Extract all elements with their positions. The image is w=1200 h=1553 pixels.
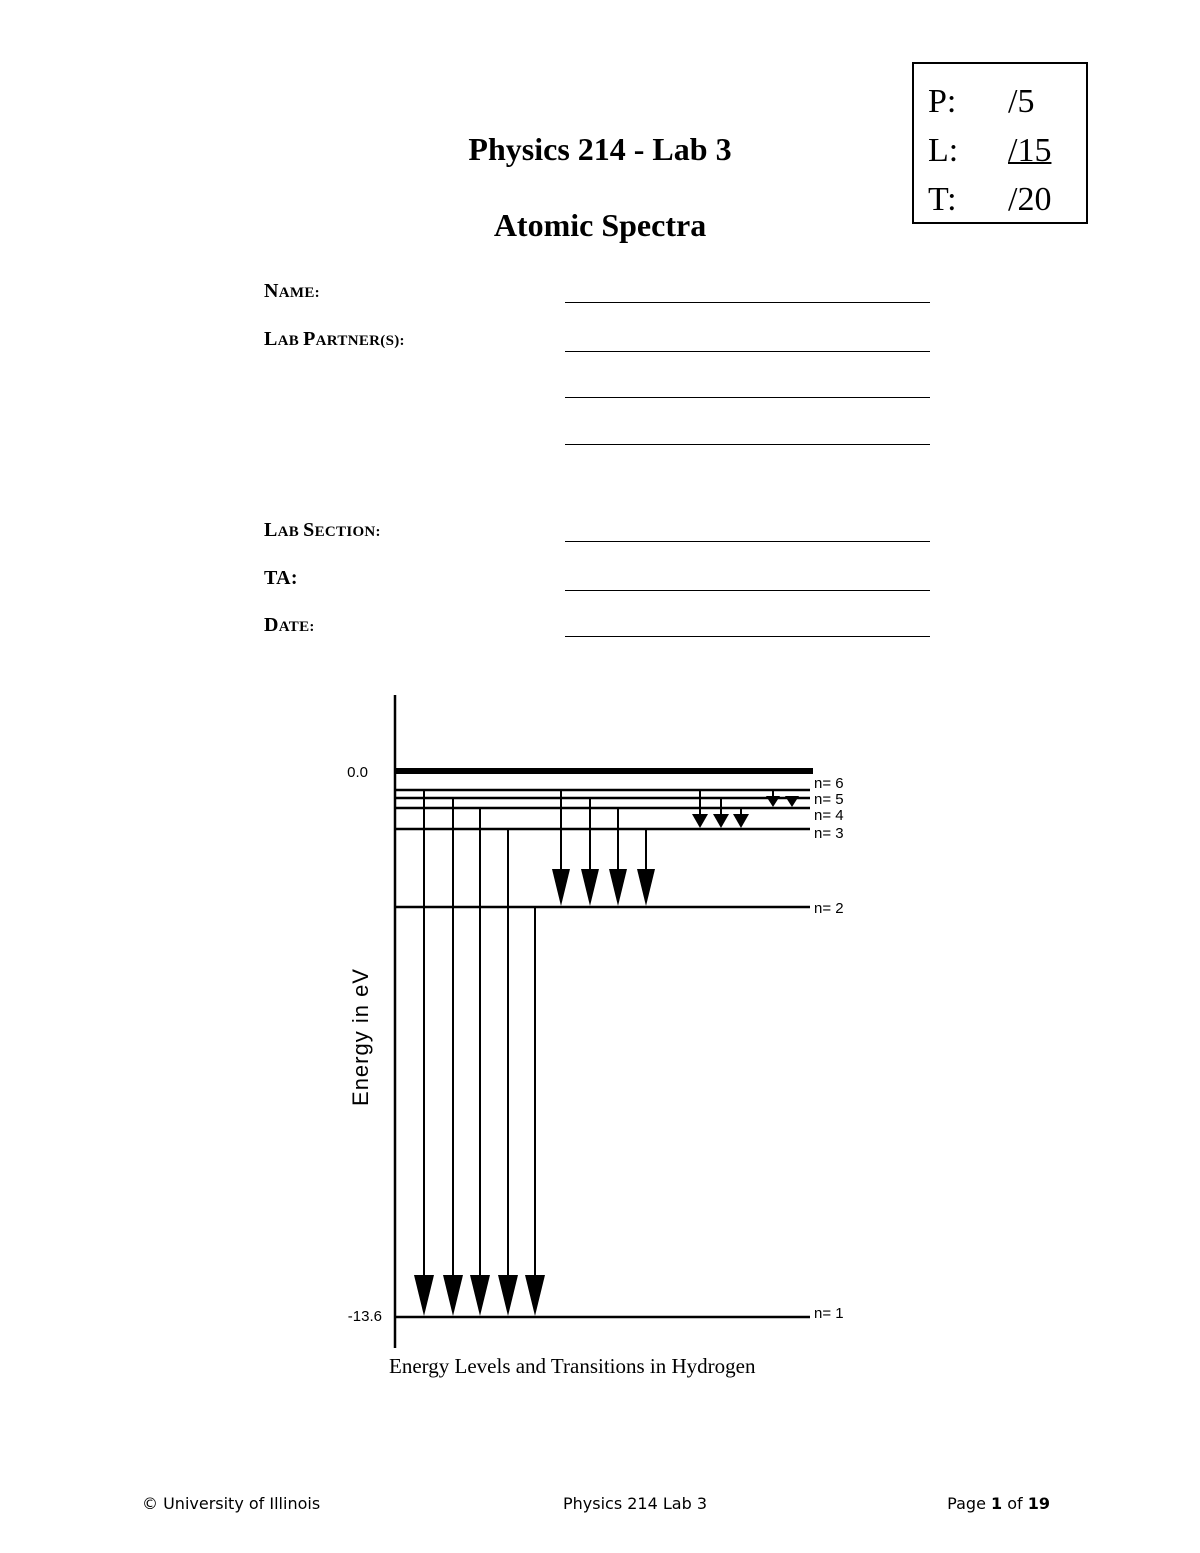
lab-partner-field-1[interactable] [565, 351, 930, 352]
level-label-n1: n= 1 [814, 1305, 844, 1322]
date-field[interactable] [565, 636, 930, 637]
level-label-n5: n= 5 [814, 791, 844, 808]
page-subtitle: Atomic Spectra [493, 207, 707, 243]
lab-partner-field-2[interactable] [565, 397, 930, 398]
energy-level-diagram [320, 680, 880, 1400]
grade-value: /15 [1008, 132, 1052, 169]
transition-arrowhead-5-3 [713, 814, 729, 828]
transition-arrowhead-4-2 [609, 869, 627, 906]
lab-partners-label: LAB PARTNER(S): [264, 328, 405, 350]
level-label-n4: n= 4 [814, 807, 844, 824]
date-label: DATE: [264, 614, 315, 636]
transition-arrowhead-2-1 [525, 1275, 545, 1316]
energy-level-svg [320, 680, 880, 1400]
grade-label: P: [928, 83, 957, 120]
diagram-caption: Energy Levels and Transitions in Hydrogen [389, 1354, 756, 1378]
footer-page-number: Page 1 of 19 [947, 1494, 1050, 1513]
name-field[interactable] [565, 302, 930, 303]
transition-arrowhead-3-2 [637, 869, 655, 906]
transition-arrowhead-6-4 [766, 796, 780, 807]
ta-field[interactable] [565, 590, 930, 591]
tick-label-bottom: -13.6 [347, 1308, 382, 1325]
footer-copyright: © University of Illinois [142, 1494, 321, 1513]
y-axis-label: Energy in eV [348, 968, 373, 1106]
level-label-n6: n= 6 [814, 775, 844, 792]
lab-section-label: LAB SECTION: [264, 519, 381, 541]
transition-arrowhead-5-2 [581, 869, 599, 906]
level-label-n3: n= 3 [814, 825, 844, 842]
grade-value: /20 [1008, 181, 1052, 218]
transition-arrowhead-4-1 [470, 1275, 490, 1316]
transition-arrowhead-6-2 [552, 869, 570, 906]
page-title: Physics 214 - Lab 3 [468, 131, 732, 167]
transition-arrowhead-6-1 [414, 1275, 434, 1316]
ta-label: TA: [264, 567, 298, 589]
transition-arrowhead-3-1 [498, 1275, 518, 1316]
lab-section-field[interactable] [565, 541, 930, 542]
transition-arrowhead-5-4 [785, 796, 799, 807]
level-label-n2: n= 2 [814, 900, 844, 917]
lab-partner-field-3[interactable] [565, 444, 930, 445]
grade-label: T: [928, 181, 957, 218]
grade-row-p [928, 82, 1034, 122]
tick-label-top: 0.0 [347, 764, 368, 781]
transition-arrowhead-5-1 [443, 1275, 463, 1316]
transition-arrowhead-6-3 [692, 814, 708, 828]
name-label: NAME: [264, 280, 320, 302]
transition-arrowhead-4-3 [733, 814, 749, 828]
grade-value: /5 [1008, 83, 1035, 120]
grade-label: L: [928, 132, 959, 169]
footer-course: Physics 214 Lab 3 [562, 1494, 708, 1513]
